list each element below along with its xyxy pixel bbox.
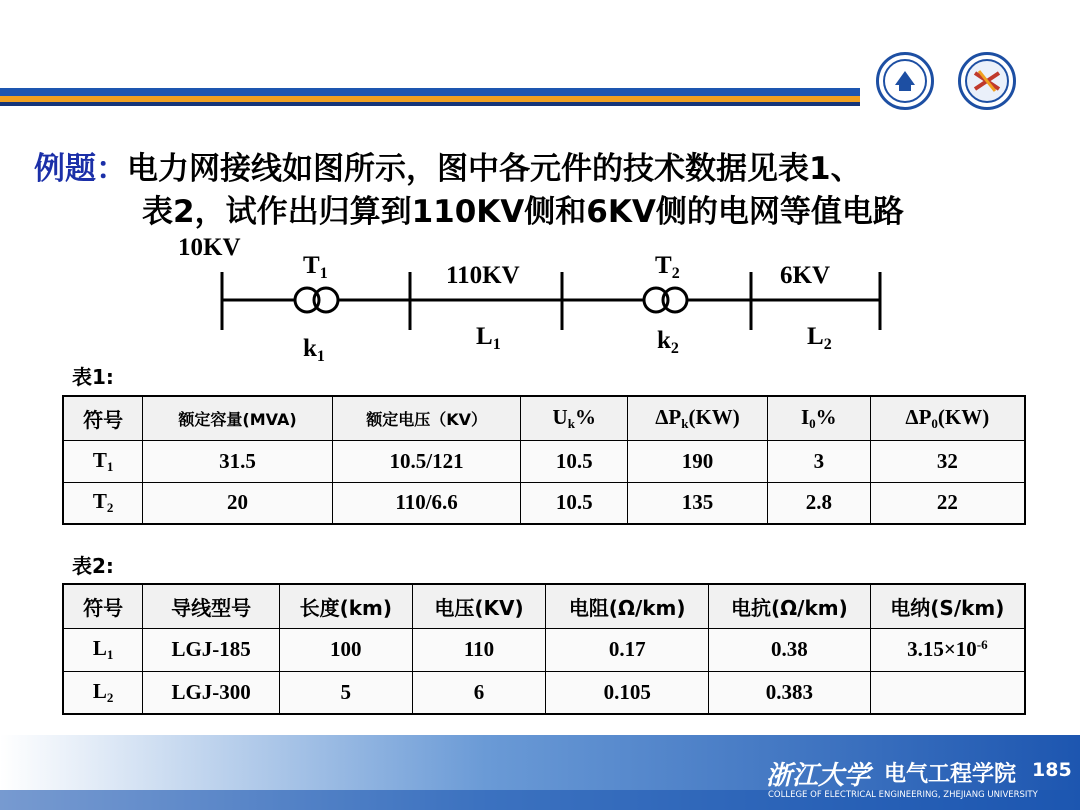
cell-susceptance [870, 671, 1025, 714]
cell-i0: 2.8 [767, 482, 870, 524]
footer-college-name: 电气工程学院 [884, 762, 1017, 787]
table-header-row [63, 584, 1025, 628]
table-header-row [63, 396, 1025, 440]
cell-voltage: 110/6.6 [332, 482, 521, 524]
cell-capacity: 20 [143, 482, 333, 524]
cell-model: LGJ-185 [143, 628, 280, 671]
col-rated-voltage: 额定电压（KV） [332, 396, 521, 440]
cell-voltage: 110 [412, 628, 546, 671]
cell-reactance: 0.38 [709, 628, 871, 671]
col-pk: $\Delta P_k(KW)$ [628, 396, 768, 440]
col-symbol: 符号 [63, 584, 143, 628]
col-resistance: 电阻(Ω/km) [546, 584, 709, 628]
example-label: 例题： [34, 151, 127, 187]
cell-length: 100 [279, 628, 412, 671]
ratio-k2-label: $k_2$ [657, 327, 679, 357]
table-row [63, 482, 1025, 524]
voltage-label-10kv: 10KV [178, 234, 241, 261]
table-row [63, 628, 1025, 671]
cell-model: LGJ-300 [143, 671, 280, 714]
col-reactance: 电抗(Ω/km) [709, 584, 871, 628]
circuit-diagram [0, 230, 1080, 370]
col-conductor-model: 导线型号 [143, 584, 280, 628]
col-symbol: 符号 [63, 396, 143, 440]
title-text-1: 电力网接线如图所示，图中各元件的技术数据见表1、 [127, 151, 862, 187]
transformer-data-table [62, 395, 1026, 525]
col-voltage: 电压(KV) [412, 584, 546, 628]
cell-p0: 22 [870, 482, 1025, 524]
table2-caption: 表2: [72, 554, 114, 578]
title-text-2: 表2，试作出归算到110KV侧和6KV侧的电网等值电路 [142, 194, 904, 230]
problem-title-line2 [142, 186, 904, 231]
col-uk: $U_k\%$ [521, 396, 628, 440]
ratio-k1-label: $k_1$ [303, 335, 325, 365]
cell-reactance: 0.383 [709, 671, 871, 714]
col-susceptance: 电纳(S/km) [870, 584, 1025, 628]
footer-band [0, 735, 1080, 810]
cell-susceptance: $3.15\times 10^{-6}$ [870, 628, 1025, 671]
cell-pk: 190 [628, 440, 768, 482]
cell-uk: 10.5 [521, 440, 628, 482]
cell-capacity: 31.5 [143, 440, 333, 482]
line-data-table [62, 583, 1026, 715]
cell-voltage: 10.5/121 [332, 440, 521, 482]
header-band [0, 0, 1080, 120]
line-l2-label: $L_2$ [807, 323, 832, 353]
cell-resistance: 0.105 [546, 671, 709, 714]
table-row [63, 671, 1025, 714]
cell-pk: 135 [628, 482, 768, 524]
college-emblem-logo [958, 52, 1016, 110]
problem-title-line1 [34, 143, 862, 188]
cell-p0: 32 [870, 440, 1025, 482]
col-p0: $\Delta P_0(KW)$ [870, 396, 1025, 440]
voltage-label-110kv: 110KV [446, 262, 520, 289]
table-row [63, 440, 1025, 482]
col-length: 长度(km) [279, 584, 412, 628]
page-number: 185 [1032, 759, 1072, 781]
cell-symbol: $L_1$ [63, 628, 143, 671]
cell-resistance: 0.17 [546, 628, 709, 671]
cell-symbol: $T_1$ [63, 440, 143, 482]
cell-voltage: 6 [412, 671, 546, 714]
cell-i0: 3 [767, 440, 870, 482]
cell-length: 5 [279, 671, 412, 714]
line-l1-label: $L_1$ [476, 323, 501, 353]
col-i0: $I_0\%$ [767, 396, 870, 440]
cell-symbol: $T_2$ [63, 482, 143, 524]
table1-caption: 表1: [72, 365, 114, 389]
transformer-t2-label: $T_2$ [655, 252, 680, 282]
footer-university-name: 浙江大学 [766, 761, 871, 791]
cell-uk: 10.5 [521, 482, 628, 524]
transformer-t1-label: $T_1$ [303, 252, 328, 282]
voltage-label-6kv: 6KV [780, 262, 830, 289]
footer-english-name: COLLEGE OF ELECTRICAL ENGINEERING, ZHEJIANG UNIVERSITY [768, 790, 1038, 800]
university-seal-logo [876, 52, 934, 110]
cell-symbol: $L_2$ [63, 671, 143, 714]
col-rated-capacity: 额定容量(MVA) [143, 396, 333, 440]
